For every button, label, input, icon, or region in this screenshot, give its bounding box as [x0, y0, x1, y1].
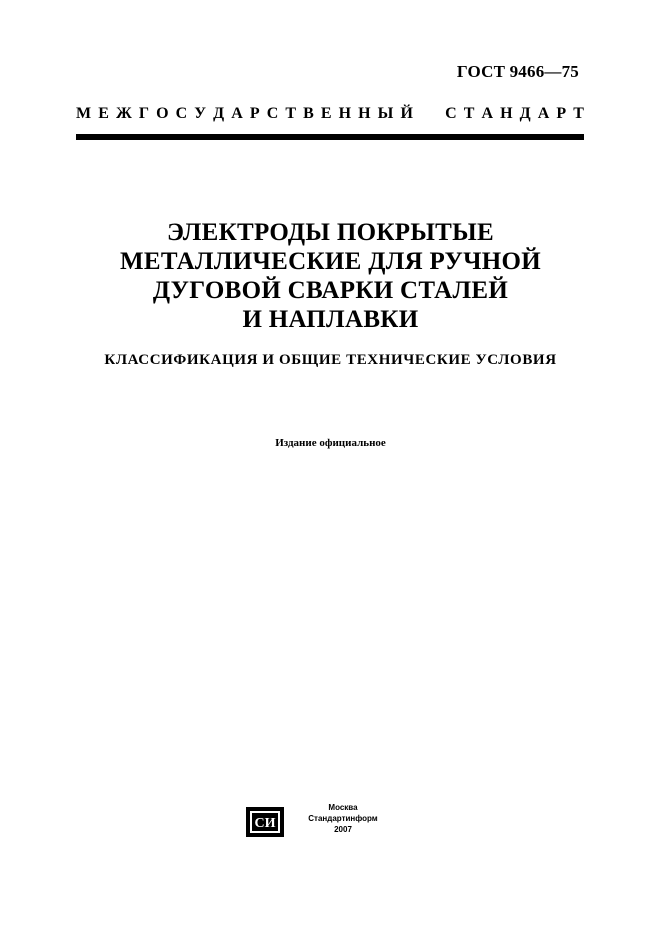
heading-letter: А	[231, 105, 243, 122]
heading-letter: Т	[573, 105, 584, 122]
heading-letter: Г	[138, 105, 150, 122]
header-rule	[76, 134, 584, 140]
publisher-name: Стандартинформ	[308, 814, 378, 823]
heading-letter: Ы	[377, 105, 394, 122]
heading-letter: Р	[556, 105, 567, 122]
publisher-logo-text: СИ	[254, 816, 276, 831]
standard-type-heading	[76, 105, 584, 123]
heading-letter: Д	[519, 105, 531, 122]
heading-letter: Н	[358, 105, 371, 122]
title-line: МЕТАЛЛИЧЕСКИЕ ДЛЯ РУЧНОЙ	[119, 248, 542, 275]
edition-label: Издание официальное	[275, 437, 386, 449]
heading-letter: У	[194, 105, 207, 122]
title-line: И НАПЛАВКИ	[242, 306, 419, 333]
publisher-logo-icon	[245, 806, 285, 838]
heading-letter: Е	[320, 105, 332, 122]
heading-letter: С	[175, 105, 188, 122]
heading-letter: С	[266, 105, 279, 122]
heading-letter: А	[481, 105, 494, 122]
heading-letter: Р	[249, 105, 260, 122]
heading-letter: А	[537, 105, 550, 122]
heading-letter: В	[303, 105, 314, 122]
title-line: ЭЛЕКТРОДЫ ПОКРЫТЫЕ	[167, 219, 494, 246]
heading-letter: Е	[98, 105, 109, 122]
publisher-city: Москва	[328, 803, 358, 812]
document-subtitle: КЛАССИФИКАЦИЯ И ОБЩИЕ ТЕХНИЧЕСКИЕ УСЛОВИЯ	[104, 352, 557, 368]
heading-letter: Ж	[115, 105, 132, 122]
heading-letter: Д	[213, 105, 225, 122]
document-title	[60, 218, 601, 334]
heading-letter: Н	[338, 105, 352, 122]
publisher-info	[298, 802, 388, 835]
heading-letter: Т	[463, 105, 475, 122]
heading-letter: О	[156, 105, 169, 122]
word-gap	[420, 105, 438, 123]
heading-letter: Н	[500, 105, 513, 122]
heading-letter: С	[445, 105, 457, 122]
heading-letter: Т	[285, 105, 297, 122]
heading-letter: Й	[400, 105, 413, 122]
document-code: ГОСТ 9466—75	[456, 62, 579, 81]
heading-letter: М	[76, 105, 92, 122]
publisher-year: 2007	[334, 825, 352, 834]
title-line: ДУГОВОЙ СВАРКИ СТАЛЕЙ	[152, 277, 509, 304]
